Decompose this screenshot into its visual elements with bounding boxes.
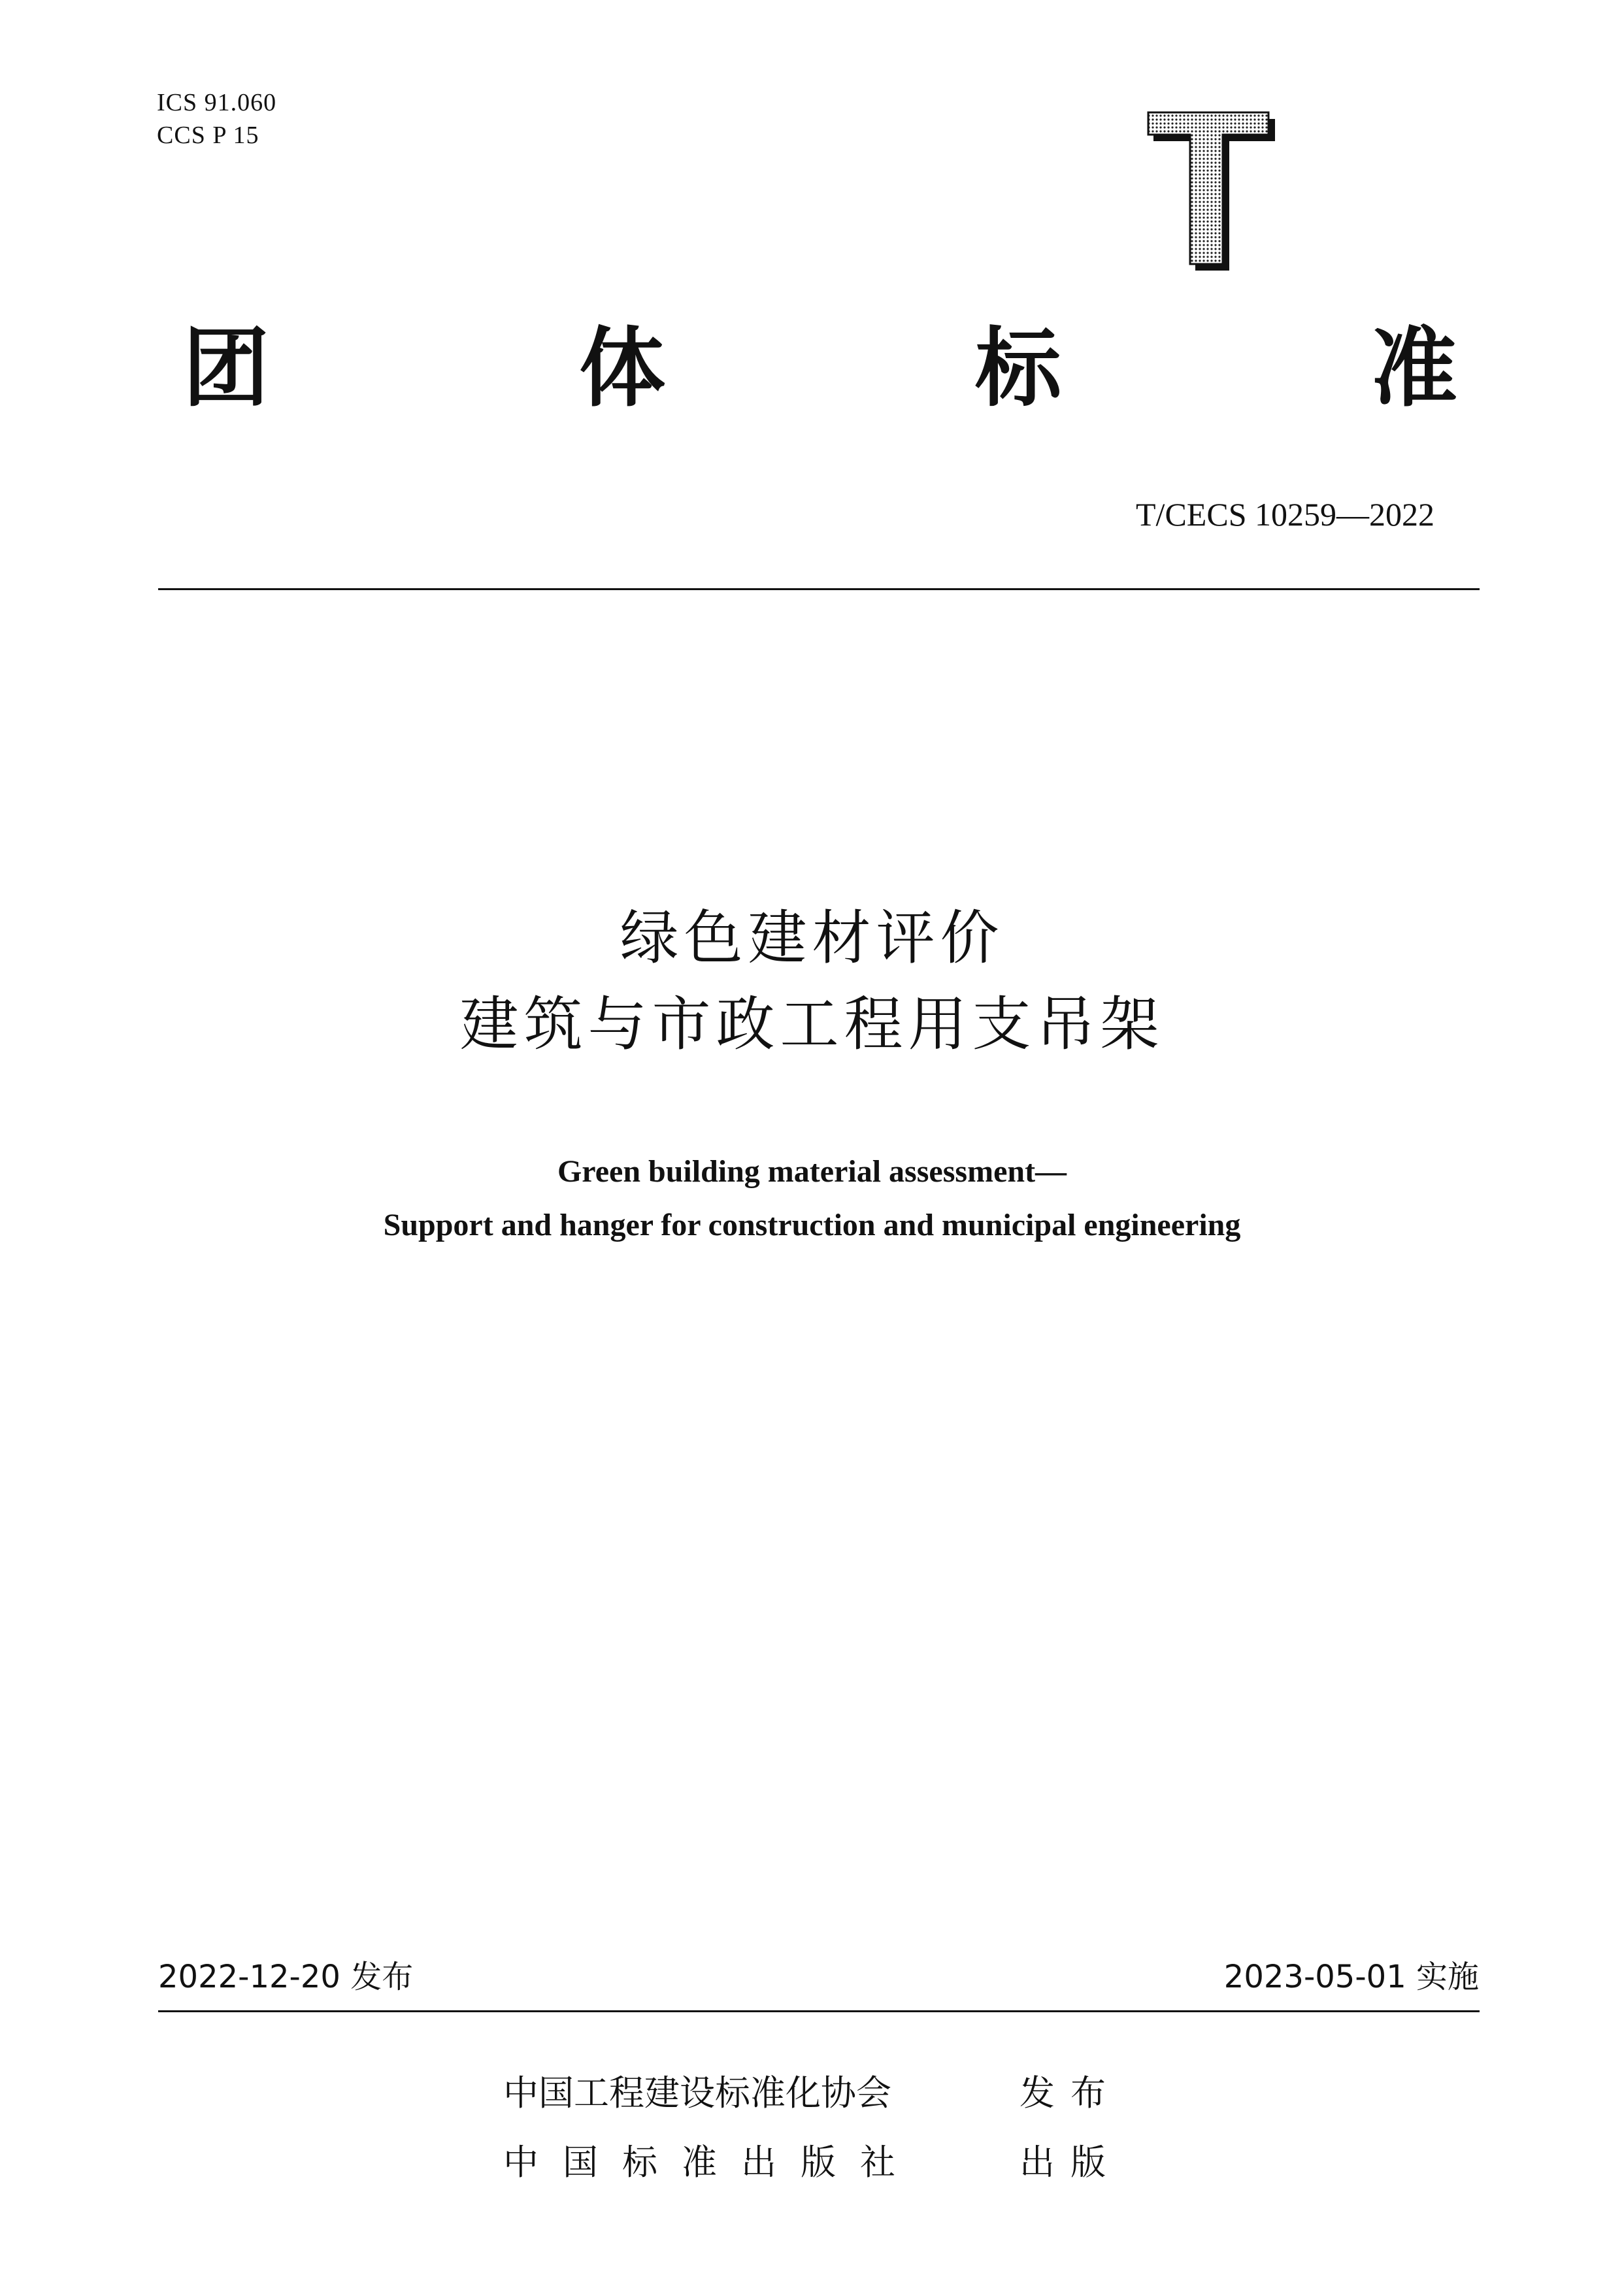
series-char-2: 体 [579, 318, 665, 419]
chinese-title [0, 895, 1624, 1068]
publisher-action: 发布 [1019, 2072, 1121, 2114]
t-logo-icon [1147, 110, 1278, 273]
bottom-divider [158, 2010, 1480, 2012]
standard-number: T/CECS 10259—2022 [1136, 496, 1434, 533]
series-char-3: 标 [975, 318, 1061, 419]
publisher-name: 中国工程建设标准化协会 [503, 2072, 891, 2114]
chinese-title-line-1: 绿色建材评价 [620, 904, 1004, 972]
series-char-1: 团 [183, 318, 269, 419]
ccs-code: CCS P 15 [157, 122, 259, 149]
english-title [0, 1145, 1624, 1252]
top-divider [158, 588, 1480, 590]
publisher-row [503, 2128, 1121, 2197]
publishers [503, 2059, 1121, 2197]
classification-codes [157, 86, 276, 152]
implementation-date: 2023-05-01 实施 [1223, 1959, 1479, 1995]
english-title-line-2: Support and hanger for construction and municipal engineering [383, 1208, 1241, 1242]
issue-date: 2022-12-20 发布 [158, 1959, 414, 1995]
english-title-line-1: Green building material assessment— [557, 1154, 1067, 1189]
publisher-row [503, 2059, 1121, 2128]
ics-code: ICS 91.060 [157, 89, 277, 116]
series-char-4: 准 [1371, 318, 1457, 419]
publisher-name: 中国标准出版社 [503, 2142, 920, 2183]
chinese-title-line-2: 建筑与市政工程用支吊架 [459, 990, 1165, 1059]
publisher-action: 出版 [1019, 2142, 1121, 2183]
standard-series-heading [183, 302, 1457, 420]
